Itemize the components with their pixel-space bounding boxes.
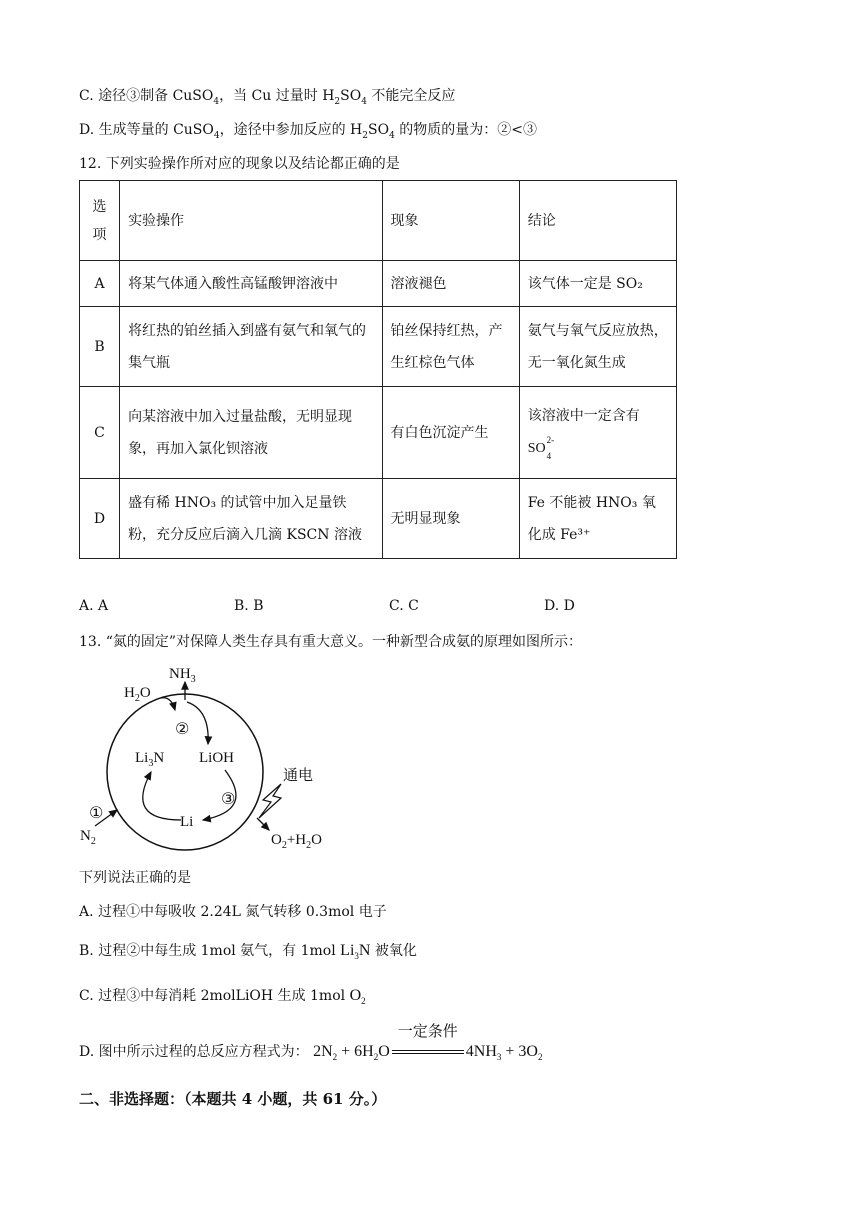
row-option: A <box>80 261 120 307</box>
sulfate-ion: $SO^{2-}$ $_4$ <box>527 435 555 462</box>
row-conclusion: 氨气与氧气反应放热，无一氧化氮生成 <box>519 307 676 387</box>
q11-option-d: D. 生成等量的 CuSO$_4$，途径中参加反应的 $H_2SO_4$ 的物质的量为：②<③ <box>79 122 538 141</box>
q12-stem: 12. 下列实验操作所对应的现象以及结论都正确的是 <box>79 156 400 172</box>
label-electrolysis: 通电 <box>283 766 314 784</box>
row-operation: 将红热的铂丝插入到盛有氨气和氧气的集气瓶 <box>120 307 382 387</box>
row-phenomenon: 有白色沉淀产生 <box>382 387 519 479</box>
row-operation: 将某气体通入酸性高锰酸钾溶液中 <box>120 261 382 307</box>
ammonia-cycle-diagram <box>75 660 345 860</box>
header-conclusion: 结论 <box>519 181 676 261</box>
label-lioh: LiOH <box>199 750 234 766</box>
label-n2: $N_2$ <box>80 828 96 847</box>
label-li3n: $Li_3N$ <box>135 750 165 769</box>
section-heading: 二、非选择题：（本题共 4 小题，共 61 分。） <box>79 1090 387 1108</box>
table-header-row <box>80 181 677 261</box>
choice-d: D. D <box>544 598 575 614</box>
choice-b: B. B <box>234 598 264 614</box>
step-3-marker: ③ <box>221 789 236 808</box>
table-row <box>80 307 677 387</box>
row-option: D <box>80 479 120 559</box>
row-conclusion: 该气体一定是 SO₂ <box>519 261 676 307</box>
total-equation: $2N_2 + 6H_2O$ 一定条件 $4NH_3 + 3O_2$ <box>313 1024 543 1063</box>
q11-option-c: C. 途径③制备 CuSO$_4$，当 Cu 过量时 $H_2SO_4$ 不能完全反应 <box>79 88 456 107</box>
row-phenomenon: 溶液褪色 <box>382 261 519 307</box>
label-li: Li <box>180 814 194 830</box>
label-o2-h2o: $O_2+H_2O$ <box>271 832 322 851</box>
table-row <box>80 261 677 307</box>
label-nh3: $NH_3$ <box>169 666 196 685</box>
row-operation: 向某溶液中加入过量盐酸，无明显现象，再加入氯化钡溶液 <box>120 387 382 479</box>
q13-option-d: D. 图中所示过程的总反应方程式为： $2N_2 + 6H_2O$ 一定条件 $4NH_3 + 3O_2$ <box>79 1024 543 1063</box>
row-conclusion: 该溶液中一定含有 $SO^{2-}$ $_4$ <box>519 387 676 479</box>
q13-option-c: C. 过程③中每消耗 2molLiOH 生成 1mol $O_2$ <box>79 987 366 1007</box>
q12-table <box>79 180 677 559</box>
table-row <box>80 387 677 479</box>
q13-stem: 13. “氮的固定”对保障人类生存具有重大意义。一种新型合成氨的原理如图所示： <box>79 634 583 650</box>
table-row <box>80 479 677 559</box>
q13-prompt: 下列说法正确的是 <box>79 870 191 886</box>
q13-option-b: B. 过程②中每生成 1mol 氨气，有 1mol $Li_3N$ 被氧化 <box>79 942 417 962</box>
row-option: C <box>80 387 120 479</box>
step-1-marker: ① <box>89 803 104 822</box>
choice-a: A. A <box>79 598 109 614</box>
q13-option-a: A. 过程①中每吸收 2.24L 氮气转移 0.3mol 电子 <box>79 904 387 920</box>
row-phenomenon: 无明显现象 <box>382 479 519 559</box>
header-phenomenon: 现象 <box>382 181 519 261</box>
row-phenomenon: 铂丝保持红热，产 生红棕色气体 <box>382 307 519 387</box>
step-2-marker: ② <box>175 719 190 738</box>
row-operation: 盛有稀 HNO₃ 的试管中加入足量铁粉，充分反应后滴入几滴 KSCN 溶液 <box>120 479 382 559</box>
choice-c: C. C <box>389 598 419 614</box>
header-operation: 实验操作 <box>120 181 382 261</box>
label-h2o: $H_2O$ <box>124 685 151 704</box>
header-option: 选项 <box>80 181 120 261</box>
q12-choices <box>79 598 699 614</box>
row-conclusion: Fe 不能被 HNO₃ 氧化成 Fe³⁺ <box>519 479 676 559</box>
row-option: B <box>80 307 120 387</box>
lightning-icon <box>259 784 281 818</box>
